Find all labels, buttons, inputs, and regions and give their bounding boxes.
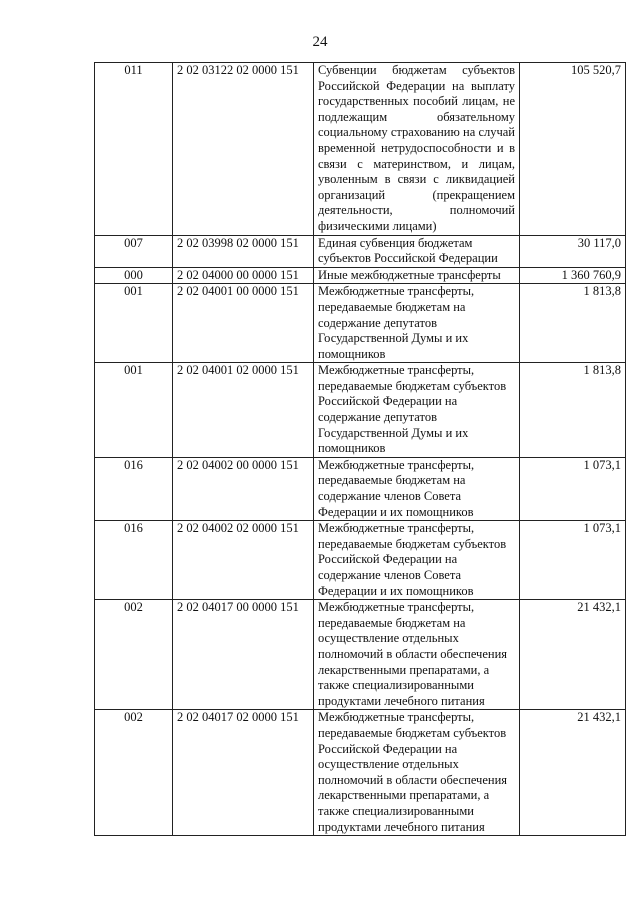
admin-code-cell: 016: [95, 521, 173, 600]
amount-cell: 21 432,1: [520, 600, 626, 710]
table-row: [95, 710, 626, 836]
revenue-name-cell: Единая субвенция бюджетам субъектов Российской Федерации: [314, 235, 520, 267]
admin-code-cell: 000: [95, 267, 173, 284]
page-number: 24: [312, 34, 328, 50]
table-row: [95, 600, 626, 710]
admin-code-cell: 001: [95, 284, 173, 363]
amount-cell: 1 073,1: [520, 457, 626, 520]
revenue-code-cell: 2 02 03122 02 0000 151: [173, 63, 314, 236]
revenue-code-cell: 2 02 03998 02 0000 151: [173, 235, 314, 267]
admin-code-cell: 011: [95, 63, 173, 236]
admin-code-cell: 007: [95, 235, 173, 267]
revenue-code-cell: 2 02 04001 00 0000 151: [173, 284, 314, 363]
table-row: [95, 284, 626, 363]
revenue-code-cell: 2 02 04017 02 0000 151: [173, 710, 314, 836]
amount-cell: 30 117,0: [520, 235, 626, 267]
admin-code-cell: 001: [95, 363, 173, 458]
amount-cell: 1 813,8: [520, 363, 626, 458]
table-row: [95, 63, 626, 236]
revenue-name-cell: Межбюджетные трансферты, передаваемые бюджетам субъектов Российской Федерации на содержание депутатов Государственной Думы и их помощников: [314, 363, 520, 458]
table-row: [95, 521, 626, 600]
table-row: [95, 235, 626, 267]
revenue-name-cell: Иные межбюджетные трансферты: [314, 267, 520, 284]
revenue-name-cell: Межбюджетные трансферты, передаваемые бюджетам субъектов Российской Федерации на содержание членов Совета Федерации и их помощников: [314, 521, 520, 600]
amount-cell: 105 520,7: [520, 63, 626, 236]
budget-revenue-table: [94, 62, 626, 836]
amount-cell: 1 360 760,9: [520, 267, 626, 284]
revenue-name-cell: Межбюджетные трансферты, передаваемые бюджетам на содержание членов Совета Федерации и их помощников: [314, 457, 520, 520]
revenue-name-cell: Субвенции бюджетам субъектов Российской Федерации на выплату государственных пособий лицам, не подлежащим обязательному социальному страхованию на случай временной нетрудоспособности и в связи с материнством, и лицам, уволенным в связи с ликвидацией организаций (прекращением деятельности, полномочий физическими лицами): [314, 63, 520, 236]
revenue-code-cell: 2 02 04002 02 0000 151: [173, 521, 314, 600]
admin-code-cell: 002: [95, 710, 173, 836]
revenue-name-cell: Межбюджетные трансферты, передаваемые бюджетам на осуществление отдельных полномочий в области обеспечения лекарственными препаратами, а также специализированными продуктами лечебного питания: [314, 600, 520, 710]
table-row: [95, 363, 626, 458]
amount-cell: 21 432,1: [520, 710, 626, 836]
amount-cell: 1 073,1: [520, 521, 626, 600]
revenue-name-cell: Межбюджетные трансферты, передаваемые бюджетам субъектов Российской Федерации на осуществление отдельных полномочий в области обеспечения лекарственными препаратами, а также специализированными продуктами лечебного питания: [314, 710, 520, 836]
revenue-name-cell: Межбюджетные трансферты, передаваемые бюджетам на содержание депутатов Государственной Думы и их помощников: [314, 284, 520, 363]
revenue-code-cell: 2 02 04002 00 0000 151: [173, 457, 314, 520]
amount-cell: 1 813,8: [520, 284, 626, 363]
revenue-code-cell: 2 02 04001 02 0000 151: [173, 363, 314, 458]
revenue-code-cell: 2 02 04017 00 0000 151: [173, 600, 314, 710]
table-row: [95, 267, 626, 284]
admin-code-cell: 002: [95, 600, 173, 710]
revenue-code-cell: 2 02 04000 00 0000 151: [173, 267, 314, 284]
admin-code-cell: 016: [95, 457, 173, 520]
table-row: [95, 457, 626, 520]
